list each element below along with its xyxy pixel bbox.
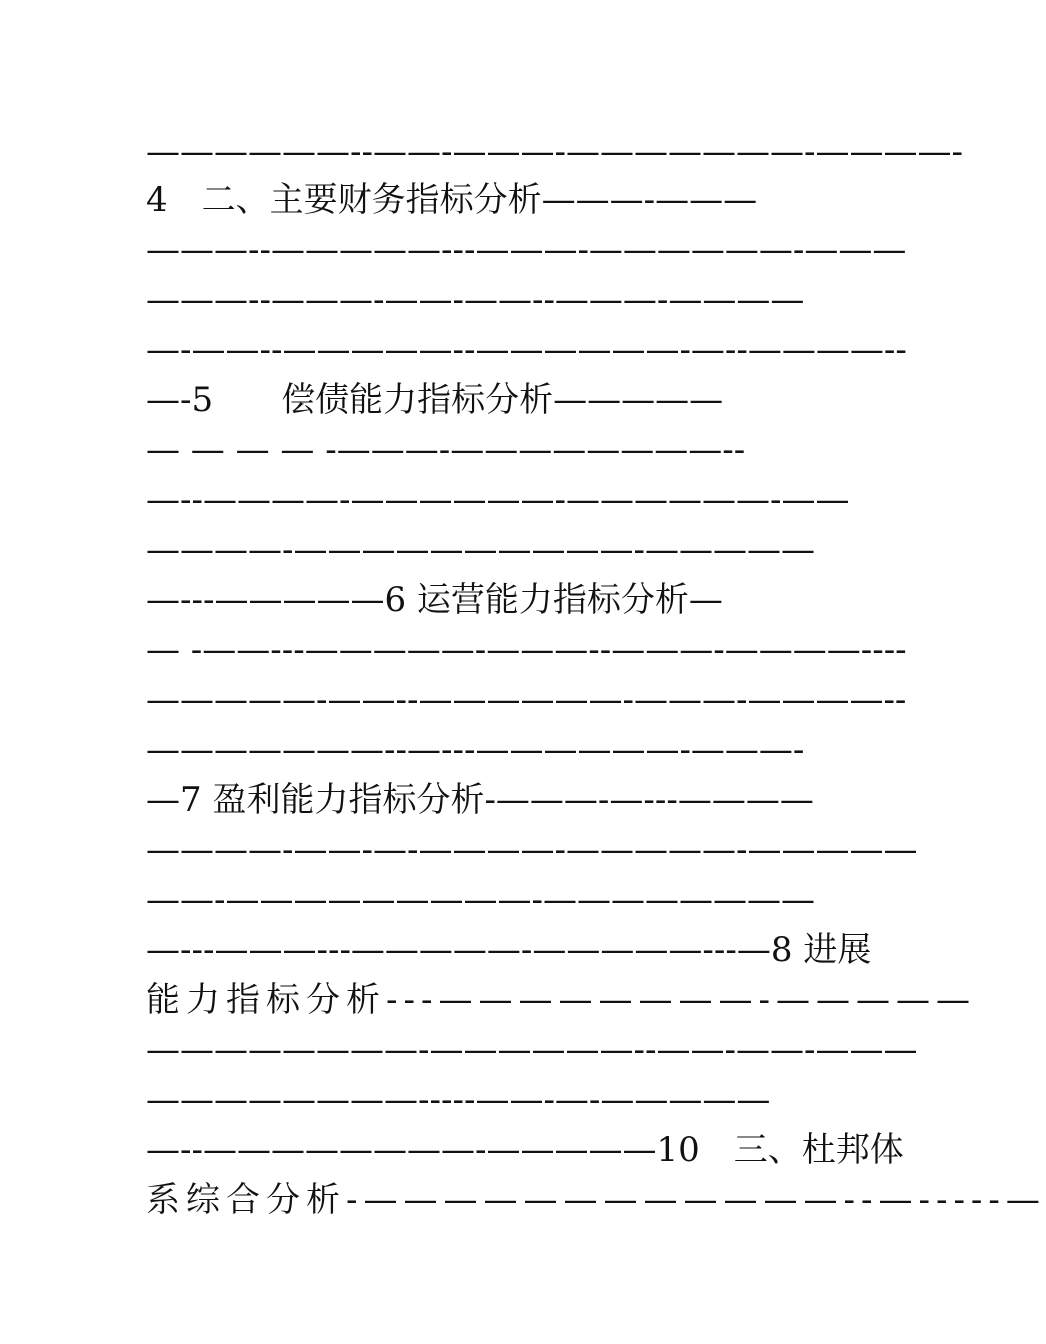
toc-line-15: ————-——-—-————-—————-————— (146, 830, 918, 870)
toc-line-14: —7 盈利能力指标分析-———-—---———— (146, 780, 814, 820)
toc-line-11: — -——---—————-———--———-————---- (146, 630, 907, 670)
toc-line-8: —--————-——————-——————-—— (146, 480, 850, 520)
toc-line-20: ————————-----——-—-————— (146, 1080, 771, 1120)
toc-line-12: —————-——--——————-———-————-- (146, 680, 907, 720)
toc-line-5: —-——--—————--——————-—--————-- (146, 330, 907, 370)
toc-line-18: 能力指标分析---————————-————— (146, 980, 976, 1020)
toc-line-21: —--————————-—————10 三、杜邦体 (146, 1130, 904, 1170)
toc-line-1: ——————--——-———-———————-————- (146, 132, 963, 172)
toc-line-9: ————-——————————-————— (146, 530, 815, 570)
toc-line-22: 系综合分析-————————————--—-----— (146, 1180, 1046, 1220)
toc-line-7: — — — — -———-————————-- (146, 430, 746, 470)
toc-line-4: ———--———-——-——--———-———— (146, 280, 805, 320)
toc-line-13: ———————--—---——————-———- (146, 730, 805, 770)
toc-line-2: 4 二、主要财务指标分析———-——— (146, 180, 758, 220)
toc-line-3: ———--—————---———-——————-——— (146, 230, 907, 270)
toc-line-17: —---———---—————-—————---—8 进展 (146, 930, 872, 970)
toc-line-6: —-5 偿债能力指标分析————— (146, 380, 724, 420)
toc-line-10: —---—————6 运营能力指标分析— (146, 580, 723, 620)
toc-line-16: ——-—————————-———————— (146, 880, 815, 920)
toc-line-19: ————————-——————--——-——-——— (146, 1030, 918, 1070)
